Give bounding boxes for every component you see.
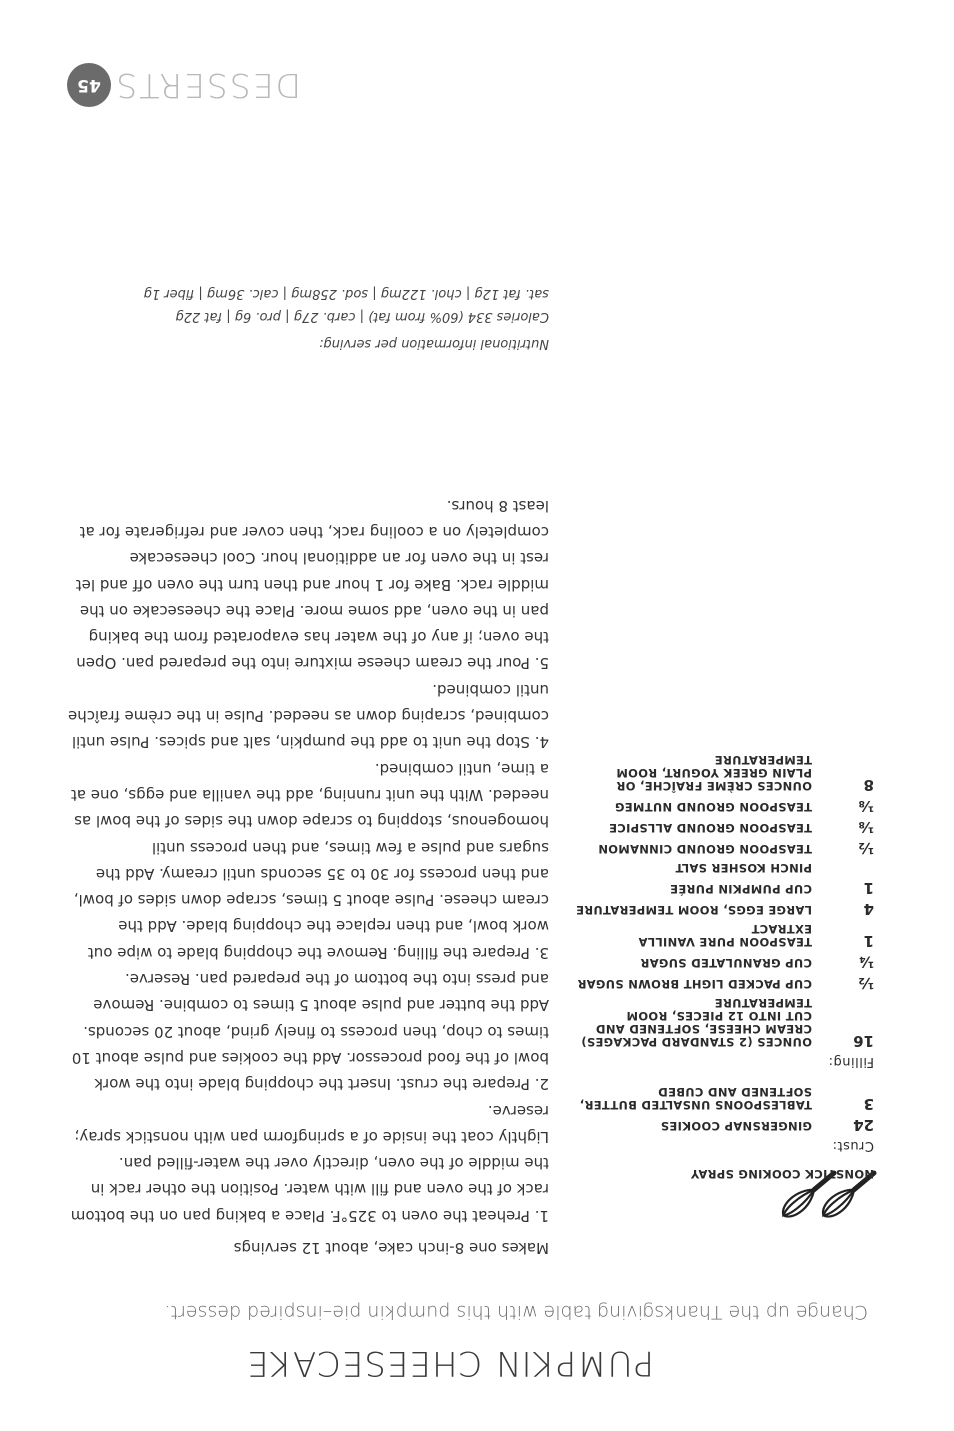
step-1: 1. Preheat the oven to 325°F. Place a baking pan on the bottom rack of the oven and fill with water. Position the other rack in the middle of the oven, directly over the water-filled pan. Lightly coat the inside of a springform pan with nonstick spray; reserve.	[70, 1101, 549, 1225]
ingredient-item: OUNCES CRÈME FRAÎCHE, OR PLAIN GREEK YOGURT, ROOM TEMPERATURE	[616, 753, 812, 793]
recipe-title: PUMPKIN CHEESECAKE	[246, 1343, 654, 1383]
ingredient-qty	[812, 861, 874, 874]
filling-heading: Filling:	[828, 1054, 874, 1069]
ingredient-item: CUP PUMPKIN PURÉE	[669, 882, 812, 896]
ingredient-qty: ¼	[858, 953, 874, 971]
section-label: DESSERTS	[114, 66, 301, 105]
ingredient-qty: 8	[863, 776, 874, 794]
ingredient-qty: ⅛	[858, 797, 874, 815]
nutrition-line-2: sat. fat 12g | chol. 122mg | sod. 258mg | calc. 36mg | fiber 1g	[143, 286, 549, 301]
page-number: 45	[67, 63, 111, 107]
ingredient-qty: ½	[858, 974, 874, 992]
step-5: 5. Pour the cream cheese mixture into the prepared pan. Open the oven; if any of the water has evaporated from the baking pan in the oven, add some more. Place the cheesecake on the middle rack. Bake for 1 hour and then turn the oven off and let rest in the oven for an additional hour. Cool cheesecake completely on a cooling rack, then cover and refrigerate for at least 8 hours.	[75, 496, 549, 673]
ingredient-item: TEASPOON GROUND ALLSPICE	[608, 821, 812, 835]
ingredient-row	[574, 901, 874, 916]
ingredient-item: CUP PACKED LIGHT BROWN SUGAR	[577, 977, 812, 991]
nutrition-info	[67, 282, 549, 355]
ingredient-row	[574, 975, 874, 990]
ingredient-item: LARGE EGGS, ROOM TEMPERATURE	[575, 903, 812, 917]
ingredient-item: TEASPOON GROUND NUTMEG	[614, 800, 812, 814]
step-3: 3. Prepare the filling. Remove the chopping blade to wipe out work bowl, and then replace the chopping blade. Add the cream cheese. Pulse about 5 times, scrape down sides of bowl, and then process for 30 to 35 seconds until creamy. Add the sugars and pulse a few times, and then process until homogenous, stopping to scrape down the sides of the bowl as needed. With the unit running, add the vanilla and eggs, one at a time, until combined.	[70, 759, 549, 962]
ingredient-row	[574, 861, 874, 874]
ingredient-qty: 4	[863, 900, 874, 918]
ingredient-qty: 24	[853, 1116, 874, 1134]
page-footer	[61, 51, 301, 111]
ingredient-row	[574, 840, 874, 855]
ingredient-row	[574, 954, 874, 969]
ingredients-list	[574, 747, 874, 1181]
ingredient-row	[574, 1085, 874, 1111]
ingredient-item: TABLESPOONS UNSALTED BUTTER, SOFTENED AND CUBED	[579, 1085, 812, 1112]
ingredient-qty: 1	[863, 879, 874, 897]
ingredient-qty: ½	[858, 839, 874, 857]
ingredient-row	[574, 880, 874, 895]
recipe-subtitle: Change up the Thanksgiving table with this pumpkin pie–inspired dessert.	[164, 1301, 868, 1323]
ingredient-item: TEASPOON GROUND CINNAMON	[598, 842, 812, 856]
ingredient-row	[574, 996, 874, 1048]
step-2: 2. Prepare the crust. Insert the chopping blade into the work bowl of the food processor. Add the cookies and pulse about 10 times to chop, then process to finely grind, about 20 seconds. Add the butter and pulse about 5 times to combine. Remove and press into the bottom of the prepared pan. Reserve.	[71, 970, 549, 1094]
ingredient-item: PINCH KOSHER SALT	[675, 861, 812, 875]
recipe-steps	[67, 492, 549, 1261]
ingredient-qty: ⅛	[858, 818, 874, 836]
ingredient-row	[574, 798, 874, 813]
servings-text: Makes one 8-inch cake, about 12 servings	[233, 1239, 549, 1257]
ingredient-qty: 1	[863, 932, 874, 950]
ingredient-item: OUNCES (2 STANDARD PACKAGES) CREAM CHEESE, SOFTENED AND CUT INTO 12 PIECES, ROOM TEMPERATURE	[581, 996, 812, 1049]
ingredient-row	[574, 922, 874, 948]
ingredient-qty: 16	[853, 1032, 874, 1050]
ingredient-qty: 3	[863, 1095, 874, 1113]
ingredient-row	[574, 753, 874, 792]
nutrition-label: Nutritional information per serving:	[318, 336, 549, 351]
ingredient-item: CUP GRANULATED SUGAR	[640, 956, 812, 970]
ingredient-row	[574, 1117, 874, 1132]
crust-heading: Crust:	[832, 1138, 874, 1153]
ingredient-plain: NONSTICK COOKING SPRAY	[690, 1167, 874, 1181]
step-4: 4. Stop the unit to add the pumpkin, salt and spices. Pulse until combined, scraping down as needed. Pulse in the crème fraîche until combined.	[67, 680, 549, 752]
ingredient-row	[574, 819, 874, 834]
nutrition-line-1: Calories 334 (60% from fat) | carb. 27g | pro. 6g | fat 22g	[175, 309, 549, 324]
ingredient-item: GINGERSNAP COOKIES	[660, 1119, 812, 1133]
ingredient-item: TEASPOON PURE VANILLA EXTRACT	[638, 922, 812, 949]
